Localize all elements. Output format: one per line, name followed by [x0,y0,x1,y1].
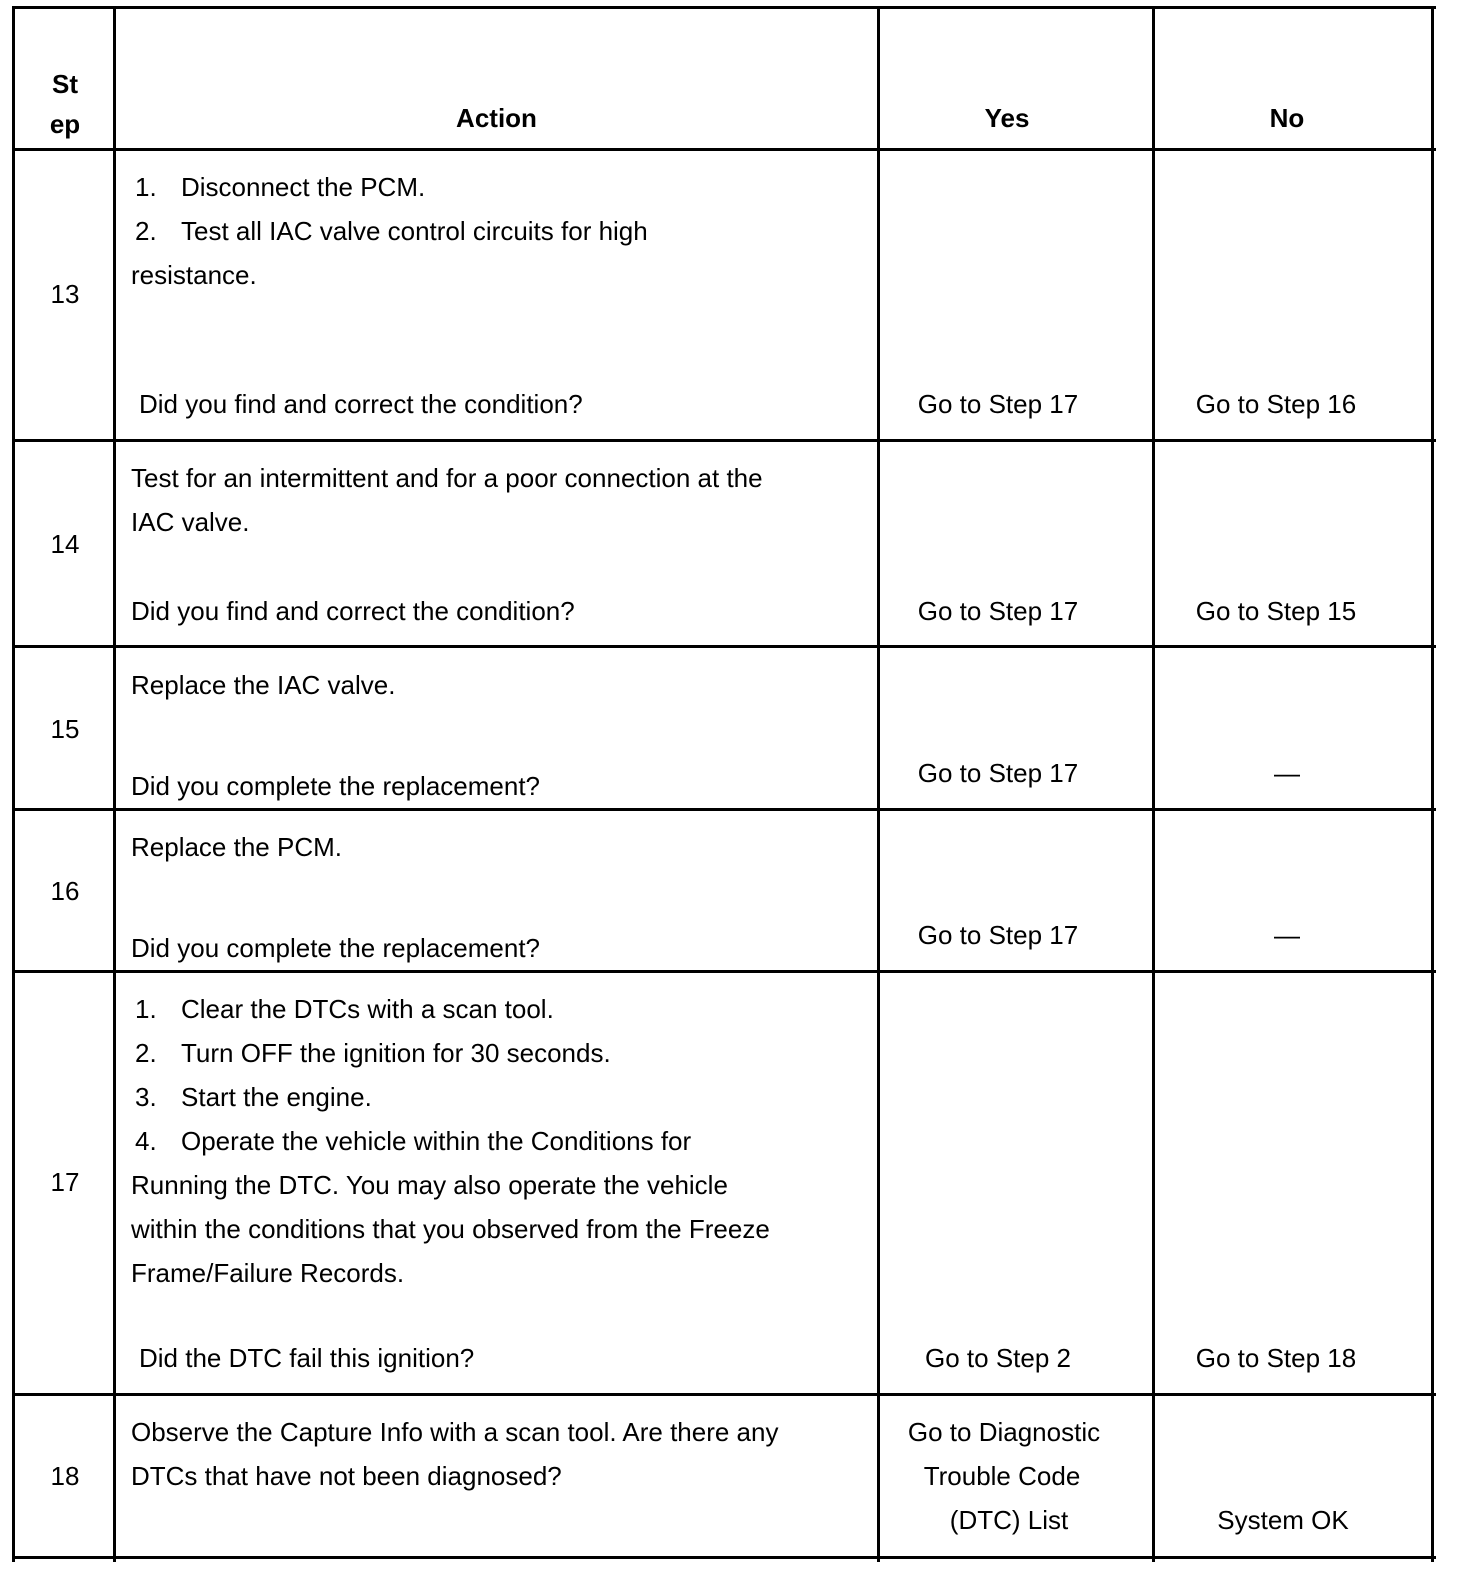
row-divider [12,439,1436,442]
yes-result: Go to Step 17 [917,758,1079,788]
item-number: 4. [135,1126,157,1156]
action-text: within the conditions that you observed from the Freeze [131,1214,770,1244]
header-step-line1: St [52,69,78,99]
row-divider [12,970,1436,973]
item-number: 2. [135,216,157,246]
action-item [131,994,554,1024]
no-result: — [1274,920,1300,950]
table-border-bottom [12,1556,1436,1559]
action-text: Observe the Capture Info with a scan tool. Are there any [131,1417,779,1447]
yes-result: Go to Step 2 [925,1343,1071,1373]
no-result: Go to Step 18 [1195,1343,1357,1373]
header-no: No [1269,103,1305,133]
item-text: Clear the DTCs with a scan tool. [181,994,554,1024]
row-divider [12,148,1436,151]
item-number: 2. [135,1038,157,1068]
table-border-right [1431,6,1434,1562]
action-item [131,216,648,246]
yes-result: Go to Step 17 [917,389,1079,419]
action-text: Replace the IAC valve. [131,670,396,700]
item-text: Turn OFF the ignition for 30 seconds. [181,1038,611,1068]
yes-result-line: (DTC) List [949,1505,1069,1535]
item-text: Start the engine. [181,1082,372,1112]
action-question: Did you find and correct the condition? [139,389,583,419]
action-text: Running the DTC. You may also operate the vehicle [131,1170,728,1200]
action-item [131,172,425,202]
action-text: IAC valve. [131,507,250,537]
step-number: 15 [50,714,80,744]
column-divider [113,6,116,1562]
table-border-top [12,6,1436,9]
step-number: 18 [50,1461,80,1491]
row-divider [12,808,1436,811]
item-text: Disconnect the PCM. [181,172,426,202]
yes-result-line: Go to Diagnostic [907,1417,1101,1447]
action-question: Did you complete the replacement? [131,933,541,963]
step-number: 13 [50,279,80,309]
column-divider [1152,6,1155,1562]
action-question: Did you find and correct the condition? [131,596,575,626]
header-step [15,64,115,144]
header-yes: Yes [984,103,1030,133]
header-step-line2: ep [49,109,81,139]
item-number: 1. [135,172,157,202]
item-text: Operate the vehicle within the Conditions for [181,1126,692,1156]
action-text: DTCs that have not been diagnosed? [131,1461,562,1491]
action-question: Did you complete the replacement? [131,771,541,801]
header-action: Action [456,103,537,133]
step-number: 17 [50,1167,80,1197]
item-text: Test all IAC valve control circuits for high [181,216,648,246]
step-number: 16 [50,876,80,906]
row-divider [12,645,1436,648]
yes-result-line: Trouble Code [923,1461,1081,1491]
table-border-left [12,6,15,1562]
step-number: 14 [50,529,80,559]
no-result: Go to Step 16 [1195,389,1357,419]
no-result: System OK [1217,1505,1349,1535]
row-divider [12,1393,1436,1396]
action-question: Did the DTC fail this ignition? [139,1343,475,1373]
action-text: Frame/Failure Records. [131,1258,405,1288]
action-text: Replace the PCM. [131,832,342,862]
no-result: — [1274,758,1300,788]
yes-result: Go to Step 17 [917,920,1079,950]
action-item [131,1038,611,1068]
item-number: 3. [135,1082,157,1112]
item-number: 1. [135,994,157,1024]
action-text: resistance. [131,260,257,290]
action-item [131,1126,691,1156]
action-item [131,1082,372,1112]
no-result: Go to Step 15 [1195,596,1357,626]
yes-result: Go to Step 17 [917,596,1079,626]
action-text: Test for an intermittent and for a poor connection at the [131,463,763,493]
